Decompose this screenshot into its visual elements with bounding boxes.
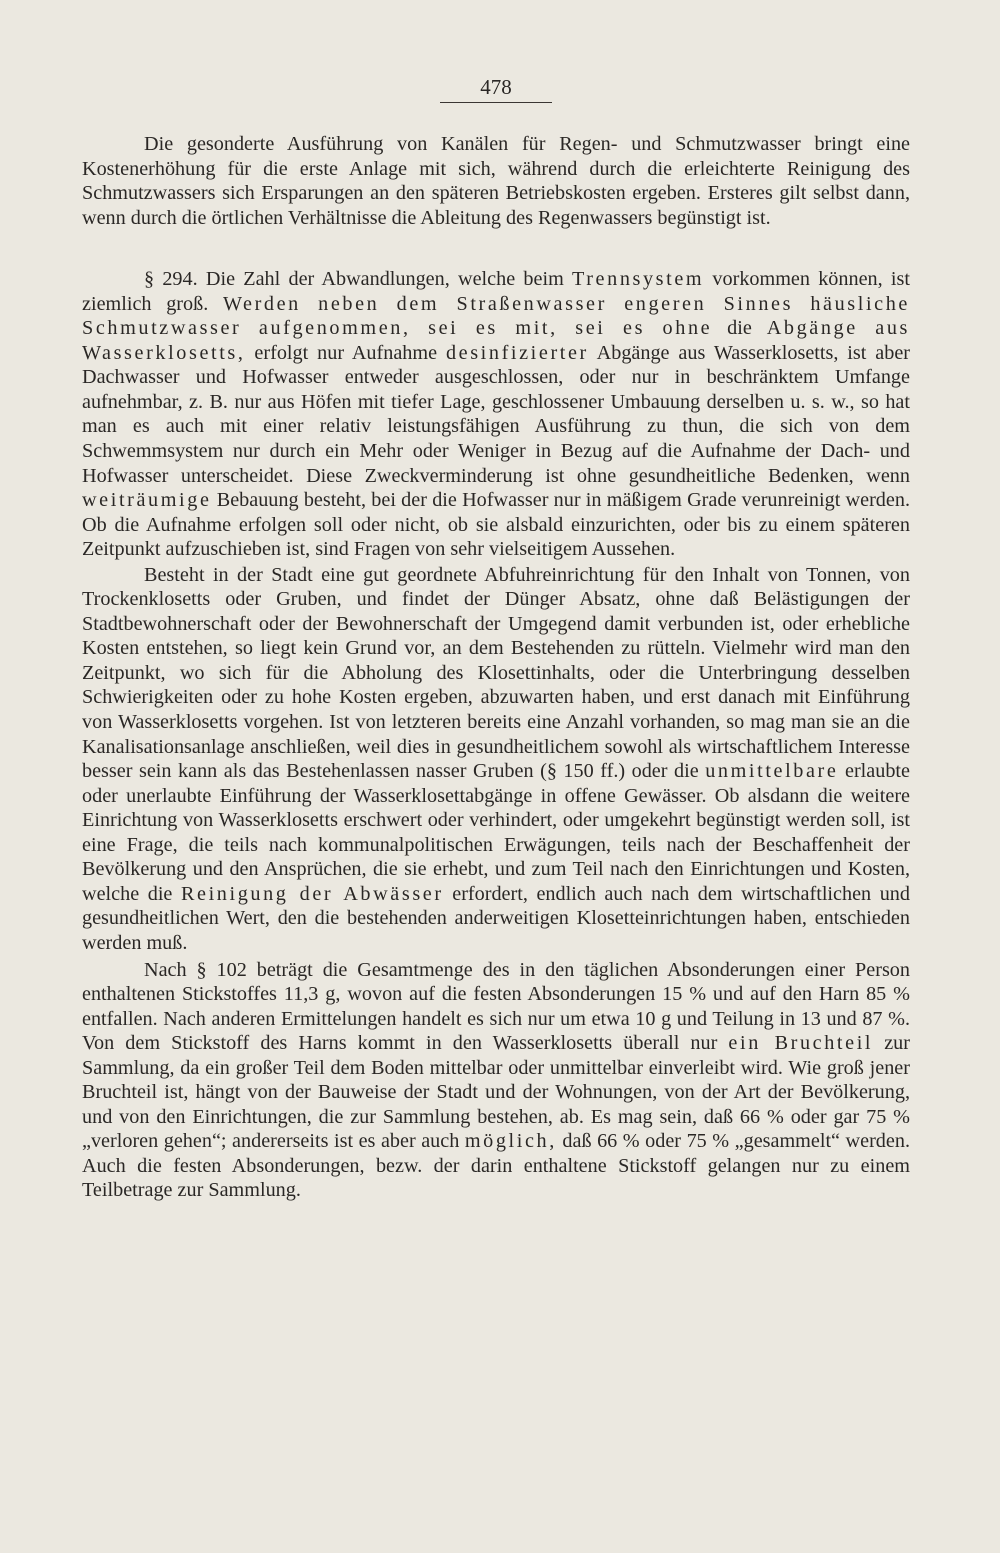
spaced-emphasis: weiträumige xyxy=(82,489,212,512)
spaced-emphasis: Reinigung der Abwässer xyxy=(180,882,444,905)
text-run: Abgänge aus Wasserklosetts, ist aber Dachwasser und Hofwasser entweder ausgeschlossen, oder nur in beschränktem Umfange aufnehmbar, z. B. nur aus Höfen mit tiefer Lage, geschlossener Umbauung derselben u. s. w., so hat man es auch mit einer relativ leistungsfähigen Ausführung zu thun, die sich von dem Schwemmsystem nur durch ein Mehr oder Weniger in Bezug auf die Aufnahme der Dach- und Hofwasser unterscheidet. Diese Zweckverminderung ist ohne gesundheitliche Bedenken, wenn xyxy=(82,341,911,487)
spaced-emphasis: ein Bruchteil xyxy=(728,1032,874,1055)
spaced-emphasis: desinfizierter xyxy=(445,341,589,364)
text-run: erlaubte oder unerlaubte Einführung der Wasserklosettabgänge in offene Gewässer. Ob alsdann die weitere Einrichtung von Wasserklosetts erschwert oder verhindert, oder umgekehrt begünstigt werden soll, ist eine Frage, die teils nach kommunalpolitischen Erwägungen, teils nach der Beschaffenheit der Bevölkerung und den Ansprüchen, die sie erhebt, und zum Teil nach den Einrichtungen und Kosten, welche die xyxy=(82,760,910,905)
text-run: daß 66 % oder 75 % „gesammelt“ werden. Auch die festen Absonderungen, bezw. der darin enthaltene Stickstoff gelangen nur zu einem Teilbetrage zur Sammlung. xyxy=(82,1130,910,1202)
paragraph-294-separate-system xyxy=(82,267,910,562)
body-text xyxy=(82,132,910,1203)
text-run: zur Sammlung, da ein großer Teil dem Boden mittelbar oder unmittelbar einverleibt wird. Wie groß jener Bruchteil ist, hängt von der Bauweise der Stadt und der Wohnungen, von der Art der Bevölkerung, und von den Einrichtungen, die zur Sammlung bestehen, ab. Es mag sein, daß 66 % oder gar 75 % „verloren gehen“; andererseits ist es aber auch xyxy=(82,1032,910,1153)
spaced-emphasis: unmittelbare xyxy=(705,760,839,783)
text-run: Die gesonderte Ausführung von Kanälen für Regen- und Schmutzwasser bringt eine Kostenerhöhung für die erste Anlage mit sich, während durch die erleichterte Reinigung des Schmutzwassers sich Ersparungen an den späteren Betriebskosten ergeben. Ersteres gilt selbst dann, wenn durch die örtlichen Verhältnisse die Ableitung des Regenwassers begünstigt ist. xyxy=(82,133,910,229)
spaced-emphasis: möglich, xyxy=(464,1130,557,1153)
text-run: die xyxy=(712,317,767,340)
header-rule xyxy=(440,102,552,103)
paragraph-nitrogen xyxy=(82,958,910,1203)
text-run: Bebauung besteht, bei der die Hofwasser nur in mäßigem Grade verunreinigt werden. Ob die Aufnahme erfolgen soll oder nicht, ob sie alsbald einzurichten, oder bis zu einem späteren Zeitpunkt aufzuschieben ist, sind Fragen von sehr vielseitigem Aussehen. xyxy=(82,489,910,561)
text-run: § 294. Die Zahl der Abwandlungen, welche beim xyxy=(144,268,573,291)
text-run: vorkommen können, ist ziemlich groß. xyxy=(82,268,910,315)
page-number: 478 xyxy=(480,75,512,99)
spaced-emphasis: Trennsystem xyxy=(572,268,705,291)
text-run: erfordert, endlich auch nach dem wirtschaftlichen und gesundheitlichen Wert, den die bestehenden anderweitigen Klosetteinrichtungen haben, entschieden werden muß. xyxy=(82,882,910,954)
text-run: Besteht in der Stadt eine gut geordnete Abfuhreinrichtung für den Inhalt von Tonnen, von Trockenklosetts oder Gruben, und findet der Dünger Absatz, ohne daß Belästigungen der Stadtbewohnerschaft oder der Bewohnerschaft der Umgegend damit verbunden ist, oder erhebliche Kosten entstehen, so liegt kein Grund vor, an dem Bestehenden zu rütteln. Vielmehr wird man den Zeitpunkt, wo sich für die Abholung des Klosettinhalts, oder die Unterbringung desselben Schwierigkeiten oder zu hohe Kosten ergeben, abzuwarten haben, und erst danach mit Einführung von Wasserklosetts vorgehen. Ist von letzteren bereits eine Anzahl vorhanden, so mag man sie an die Kanalisationsanlage anschließen, weil dies in gesundheitlichem sowohl als wirtschaftlichem Interesse besser sein kann als das Bestehenlassen nasser Gruben (§ 150 ff.) oder die xyxy=(82,563,910,783)
text-run: Nach § 102 beträgt die Gesamtmenge des in den täglichen Absonderungen einer Person enthaltenen Stickstoffes 11,3 g, wovon auf die festen Absonderungen 15 % und auf den Harn 85 % entfallen. Nach anderen Ermittelungen handelt es sich nur um etwa 10 g und Teilung in 13 und 87 %. Von dem Stickstoff des Harns kommt in den Wasserklosetts überall nur xyxy=(82,958,910,1055)
paragraph-separate-sewers xyxy=(82,132,910,230)
text-run: erfolgt nur Aufnahme xyxy=(245,341,446,364)
paragraph-removal-system xyxy=(82,563,910,956)
spaced-emphasis: Werden neben dem Straßenwasser engeren Sinnes häusliche Schmutzwasser aufgenommen, sei es mit, sei es ohne xyxy=(82,292,910,340)
spaced-emphasis: Abgänge aus Wasserklosetts, xyxy=(82,317,911,364)
